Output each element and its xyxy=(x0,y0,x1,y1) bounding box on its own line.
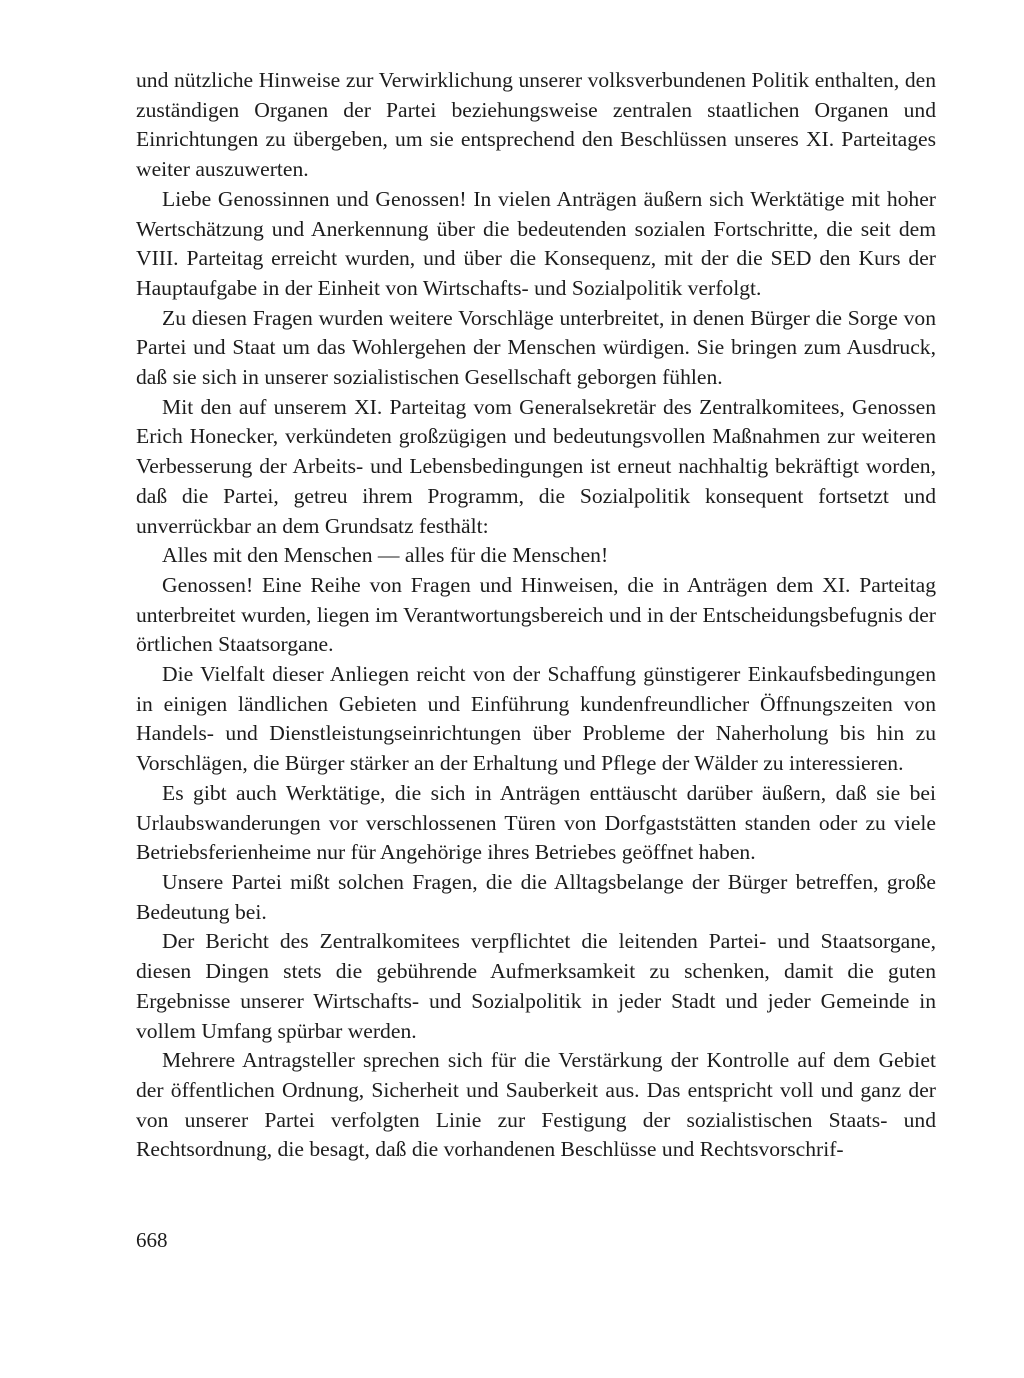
body-text xyxy=(136,66,936,1165)
paragraph-9: Unsere Partei mißt solchen Fragen, die die Alltagsbelange der Bürger betreffen, große Bedeutung bei. xyxy=(136,869,936,924)
paragraph-8: Es gibt auch Werktätige, die sich in Anträgen enttäuscht darüber äußern, daß sie bei Urlaubswanderungen vor verschlossenen Türen von Dorfgaststätten standen oder zu viele Betriebsferienheime nur für Angehörige ihres Betriebes geöffnet haben. xyxy=(136,780,936,865)
paragraph-6: Genossen! Eine Reihe von Fragen und Hinweisen, die in Anträgen dem XI. Parteitag unterbreitet wurden, liegen im Verantwortungsbereich und in der Entscheidungsbefugnis der örtlichen Staatsorgane. xyxy=(136,572,936,657)
paragraph-2: Liebe Genossinnen und Genossen! In vielen Anträgen äußern sich Werktätige mit hoher Wertschätzung und Anerkennung über die bedeutenden sozialen Fortschritte, die seit dem VIII. Parteitag erreicht wurden, und über die Konsequenz, mit der die SED den Kurs der Hauptaufgabe in der Einheit von Wirtschafts- und Sozialpolitik verfolgt. xyxy=(136,186,936,300)
paragraph-3: Zu diesen Fragen wurden weitere Vorschläge unterbreitet, in denen Bürger die Sorge von Partei und Staat um das Wohlergehen der Menschen würdigen. Sie bringen zum Ausdruck, daß sie sich in unserer sozialistischen Gesellschaft geborgen fühlen. xyxy=(136,305,936,390)
paragraph-11: Mehrere Antragsteller sprechen sich für die Verstärkung der Kontrolle auf dem Gebiet der öffentlichen Ordnung, Sicherheit und Sauberkeit aus. Das entspricht voll und ganz der von unserer Partei verfolgten Linie zur Festigung der sozialistischen Staats- und Rechtsordnung, die besagt, daß die vorhandenen Beschlüsse und Rechtsvorschrif- xyxy=(136,1048,936,1162)
paragraph-1: und nützliche Hinweise zur Verwirklichung unserer volksverbundenen Politik enthalten, den zuständigen Organen der Partei beziehungsweise zentralen staatlichen Organen und Einrichtungen zu übergeben, um sie entsprechend den Beschlüssen unseres XI. Parteitages weiter auszuwerten. xyxy=(136,68,936,182)
paragraph-4: Mit den auf unserem XI. Parteitag vom Generalsekretär des Zentralkomitees, Genossen Erich Honecker, verkündeten großzügigen und bedeutungsvollen Maßnahmen zur weiteren Verbesserung der Arbeits- und Lebensbedingungen ist erneut nachhaltig bekräftigt worden, daß die Partei, getreu ihrem Programm, die Sozialpolitik konsequent fortsetzt und unverrückbar an dem Grundsatz festhält: xyxy=(136,394,936,538)
paragraph-7: Die Vielfalt dieser Anliegen reicht von der Schaffung günstigerer Einkaufsbedingungen in einigen ländlichen Gebieten und Einführung kundenfreundlicher Öffnungszeiten von Handels- und Dienstleistungseinrichtungen über Probleme der Naherholung bis hin zu Vorschlägen, die Bürger stärker an der Erhaltung und Pflege der Wälder zu interessieren. xyxy=(136,662,936,776)
paragraph-5: Alles mit den Menschen — alles für die Menschen! xyxy=(162,543,609,568)
page-number: 668 xyxy=(136,1228,168,1252)
paragraph-10: Der Bericht des Zentralkomitees verpflichtet die leitenden Partei- und Staatsorgane, diesen Dingen stets die gebührende Aufmerksamkeit zu schenken, damit die guten Ergebnisse unserer Wirtschafts- und Sozialpolitik in jeder Stadt und jeder Gemeinde in vollem Umfang spürbar werden. xyxy=(136,929,936,1043)
